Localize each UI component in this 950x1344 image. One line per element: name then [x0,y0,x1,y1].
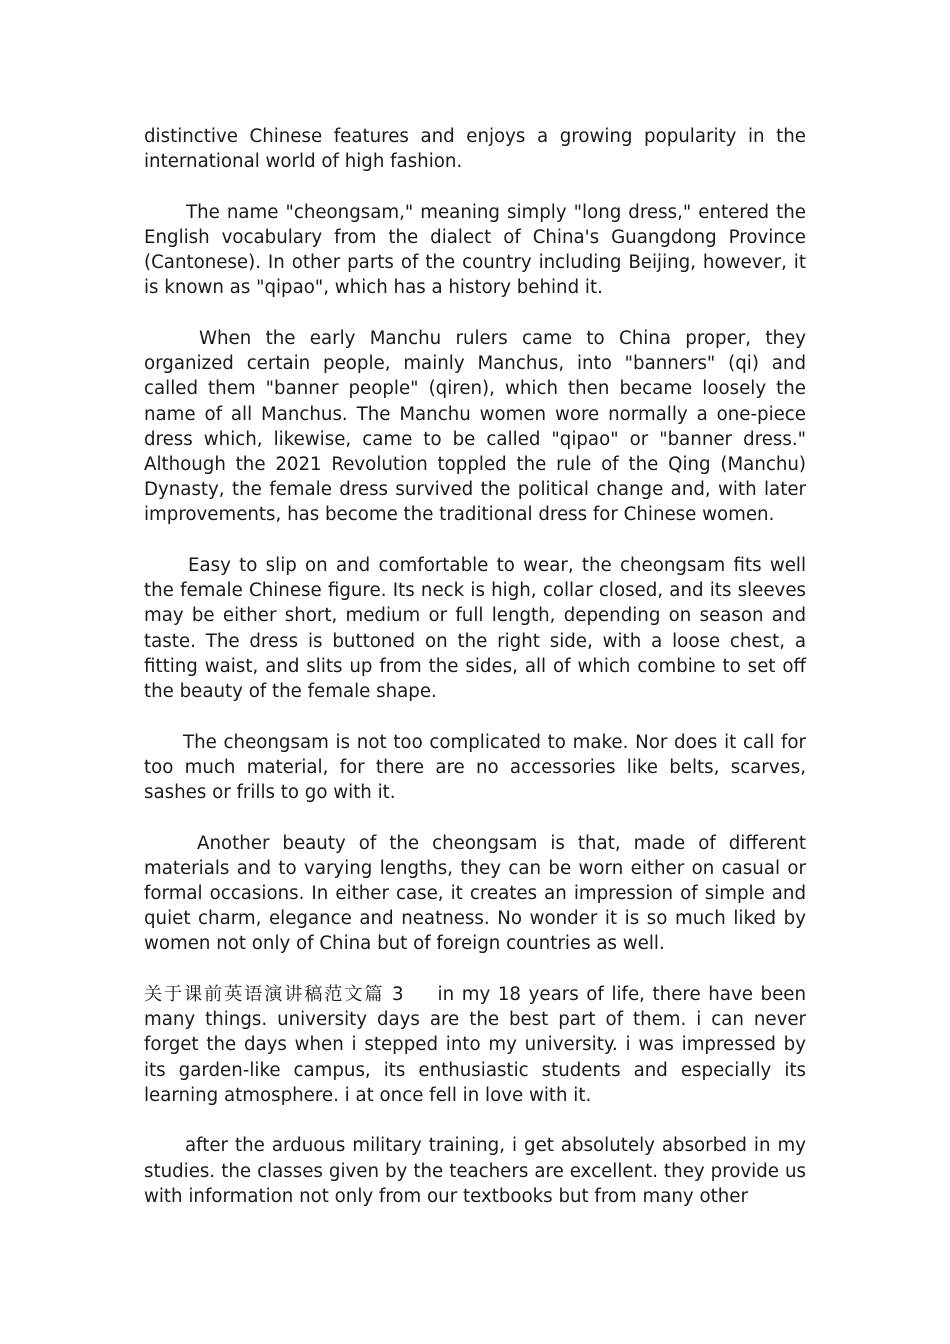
paragraph-7 [144,982,806,1108]
paragraph-3 [144,326,806,528]
paragraph-text: in my 18 years of life, there have been many things. university days are the best part of them. i can never forget the days when i stepped into my university. i was impressed by its garden-like campus, its enthusiastic students and especially its learning atmosphere. i at once fell in love with it. [144,984,806,1106]
paragraph-4 [144,553,806,704]
paragraph-text: The cheongsam is not too complicated to make. Nor does it call for too much material, for there are no accessories like belts, scarves, sashes or frills to go with it. [144,731,806,804]
paragraph-text: When the early Manchu rulers came to China proper, they organized certain people, mainly Manchus, into "banners" (qi) and called them "banner people" (qiren), which then became loosely the name of all Manchus. The Manchu women wore normally a one-piece dress which, likewise, came to be called "qipao" or "banner dress." Although the 2021 Revolution toppled the rule of the Qing (Manchu) Dynasty, the female dress survived the political change and, with later improvements, has become the traditional dress for Chinese women. [144,328,806,526]
section-heading: 关于课前英语演讲稿范文篇 3 [144,984,404,1006]
paragraph-text: distinctive Chinese features and enjoys a growing popularity in the international world of high fashion. [144,126,806,173]
paragraph-2 [144,200,806,301]
paragraph-text: Easy to slip on and comfortable to wear, the cheongsam fits well the female Chinese figure. Its neck is high, collar closed, and its sleeves may be either short, medium or full length, depending on season and taste. The dress is buttoned on the right side, with a loose chest, a fitting waist, and slits up from the sides, all of which combine to set off the beauty of the female shape. [144,555,806,703]
paragraph-5 [144,730,806,806]
paragraph-text: Another beauty of the cheongsam is that, made of different materials and to varying lengths, they can be worn either on casual or formal occasions. In either case, it creates an impression of simple and quiet charm, elegance and neatness. No wonder it is so much liked by women not only of China but of foreign countries as well. [144,832,806,955]
document-page [144,124,806,1234]
paragraph-1 [144,124,806,174]
paragraph-8 [144,1133,806,1209]
paragraph-text: after the arduous military training, i get absolutely absorbed in my studies. the classes given by the teachers are excellent. they provide us with information not only from our textbooks but from many other [144,1135,806,1207]
paragraph-6 [144,831,806,957]
paragraph-text: The name "cheongsam," meaning simply "long dress," entered the English vocabulary from the dialect of China's Guangdong Province (Cantonese). In other parts of the country including Beijing, however, it is known as "qipao", which has a history behind it. [144,201,806,299]
